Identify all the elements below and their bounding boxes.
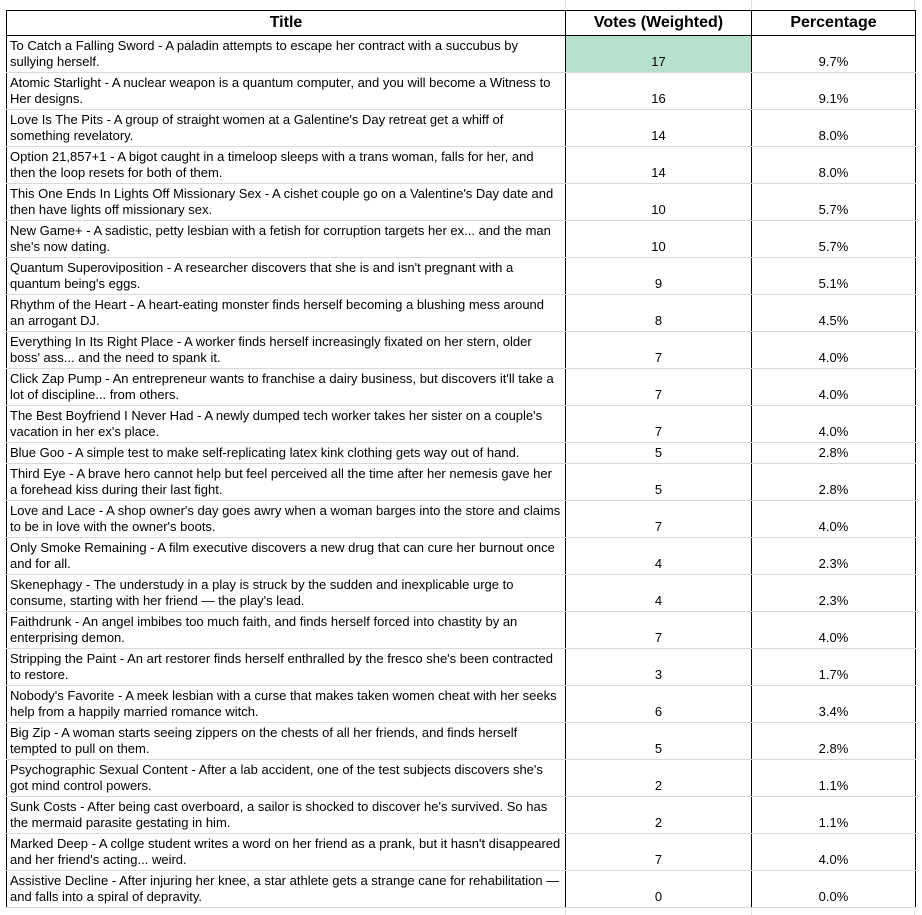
- table-row: [7, 760, 916, 797]
- results-table: [6, 10, 916, 908]
- votes-cell[interactable]: 3: [566, 649, 752, 686]
- percentage-cell[interactable]: 4.0%: [752, 406, 916, 443]
- title-cell[interactable]: Skenephagy - The understudy in a play is struck by the sudden and inexplicable urge to consume, starting with her friend — the play's lead.: [7, 575, 566, 612]
- percentage-cell[interactable]: 8.0%: [752, 147, 916, 184]
- percentage-cell[interactable]: 4.0%: [752, 501, 916, 538]
- title-cell[interactable]: Marked Deep - A collge student writes a word on her friend as a prank, but it hasn't disappeared and her friend's acting... weird.: [7, 834, 566, 871]
- votes-cell[interactable]: 2: [566, 760, 752, 797]
- table-row: [7, 834, 916, 871]
- table-row: [7, 649, 916, 686]
- percentage-cell[interactable]: 8.0%: [752, 110, 916, 147]
- title-cell[interactable]: Assistive Decline - After injuring her knee, a star athlete gets a strange cane for rehabilitation — and falls into a spiral of depravity.: [7, 871, 566, 908]
- percentage-cell[interactable]: 5.7%: [752, 184, 916, 221]
- title-cell[interactable]: Option 21,857+1 - A bigot caught in a timeloop sleeps with a trans woman, falls for her, and then the loop resets for both of them.: [7, 147, 566, 184]
- title-cell[interactable]: Faithdrunk - An angel imbibes too much faith, and finds herself forced into chastity by an enterprising demon.: [7, 612, 566, 649]
- title-cell[interactable]: Stripping the Paint - An art restorer finds herself enthralled by the fresco she's been contracted to restore.: [7, 649, 566, 686]
- votes-cell[interactable]: 5: [566, 443, 752, 464]
- table-row: [7, 221, 916, 258]
- percentage-cell[interactable]: 0.0%: [752, 871, 916, 908]
- votes-cell[interactable]: 14: [566, 110, 752, 147]
- table-row: [7, 575, 916, 612]
- votes-cell[interactable]: 7: [566, 369, 752, 406]
- title-cell[interactable]: Rhythm of the Heart - A heart-eating monster finds herself becoming a blushing mess around an arrogant DJ.: [7, 295, 566, 332]
- votes-cell[interactable]: 7: [566, 501, 752, 538]
- table-row: [7, 258, 916, 295]
- title-cell[interactable]: Love and Lace - A shop owner's day goes awry when a woman barges into the store and claims to be in love with the owner's boots.: [7, 501, 566, 538]
- percentage-cell[interactable]: 4.0%: [752, 834, 916, 871]
- table-row: [7, 295, 916, 332]
- table-row: [7, 871, 916, 908]
- title-cell[interactable]: Third Eye - A brave hero cannot help but feel perceived all the time after her nemesis gave her a forehead kiss during their last fight.: [7, 464, 566, 501]
- percentage-cell[interactable]: 2.8%: [752, 723, 916, 760]
- table-row: [7, 612, 916, 649]
- percentage-cell[interactable]: 2.8%: [752, 443, 916, 464]
- table-row: [7, 406, 916, 443]
- header-votes[interactable]: Votes (Weighted): [566, 11, 752, 36]
- title-cell[interactable]: Blue Goo - A simple test to make self-replicating latex kink clothing gets way out of hand.: [7, 443, 566, 464]
- votes-cell[interactable]: 8: [566, 295, 752, 332]
- percentage-cell[interactable]: 2.3%: [752, 575, 916, 612]
- title-cell[interactable]: The Best Boyfriend I Never Had - A newly dumped tech worker takes her sister on a couple's vacation in her ex's place.: [7, 406, 566, 443]
- votes-cell[interactable]: 4: [566, 538, 752, 575]
- percentage-cell[interactable]: 9.7%: [752, 36, 916, 73]
- votes-cell[interactable]: 14: [566, 147, 752, 184]
- votes-cell[interactable]: 10: [566, 221, 752, 258]
- percentage-cell[interactable]: 2.8%: [752, 464, 916, 501]
- table-row: [7, 501, 916, 538]
- table-row: [7, 332, 916, 369]
- title-cell[interactable]: Big Zip - A woman starts seeing zippers on the chests of all her friends, and finds herself tempted to pull on them.: [7, 723, 566, 760]
- table-row: [7, 147, 916, 184]
- table-row: [7, 723, 916, 760]
- title-cell[interactable]: Atomic Starlight - A nuclear weapon is a quantum computer, and you will become a Witness to Her designs.: [7, 73, 566, 110]
- title-cell[interactable]: Sunk Costs - After being cast overboard, a sailor is shocked to discover he's survived. So has the mermaid parasite gestating in him.: [7, 797, 566, 834]
- percentage-cell[interactable]: 1.7%: [752, 649, 916, 686]
- votes-cell[interactable]: 5: [566, 464, 752, 501]
- title-cell[interactable]: Everything In Its Right Place - A worker finds herself increasingly fixated on her stern, older boss' ass... and the need to spank it.: [7, 332, 566, 369]
- votes-cell[interactable]: 6: [566, 686, 752, 723]
- percentage-cell[interactable]: 5.1%: [752, 258, 916, 295]
- table-row: [7, 184, 916, 221]
- title-cell[interactable]: Only Smoke Remaining - A film executive discovers a new drug that can cure her burnout once and for all.: [7, 538, 566, 575]
- votes-cell[interactable]: 17: [566, 36, 752, 73]
- header-title[interactable]: Title: [7, 11, 566, 36]
- percentage-cell[interactable]: 4.0%: [752, 612, 916, 649]
- votes-cell[interactable]: 2: [566, 797, 752, 834]
- table-row: [7, 464, 916, 501]
- votes-cell[interactable]: 7: [566, 834, 752, 871]
- table-row: [7, 110, 916, 147]
- table-row: [7, 73, 916, 110]
- table-row: [7, 538, 916, 575]
- votes-cell[interactable]: 16: [566, 73, 752, 110]
- percentage-cell[interactable]: 1.1%: [752, 797, 916, 834]
- percentage-cell[interactable]: 4.5%: [752, 295, 916, 332]
- votes-cell[interactable]: 4: [566, 575, 752, 612]
- table-row: [7, 797, 916, 834]
- header-percentage[interactable]: Percentage: [752, 11, 916, 36]
- votes-cell[interactable]: 9: [566, 258, 752, 295]
- percentage-cell[interactable]: 4.0%: [752, 369, 916, 406]
- table-row: [7, 369, 916, 406]
- title-cell[interactable]: Psychographic Sexual Content - After a lab accident, one of the test subjects discovers she's got mind control powers.: [7, 760, 566, 797]
- header-row: [7, 11, 916, 36]
- percentage-cell[interactable]: 9.1%: [752, 73, 916, 110]
- percentage-cell[interactable]: 4.0%: [752, 332, 916, 369]
- votes-cell[interactable]: 7: [566, 612, 752, 649]
- percentage-cell[interactable]: 3.4%: [752, 686, 916, 723]
- title-cell[interactable]: To Catch a Falling Sword - A paladin attempts to escape her contract with a succubus by sullying herself.: [7, 36, 566, 73]
- votes-cell[interactable]: 7: [566, 406, 752, 443]
- title-cell[interactable]: Love Is The Pits - A group of straight women at a Galentine's Day retreat get a whiff of something revelatory.: [7, 110, 566, 147]
- table-row: [7, 443, 916, 464]
- title-cell[interactable]: Click Zap Pump - An entrepreneur wants to franchise a dairy business, but discovers it'll take a lot of discipline... from others.: [7, 369, 566, 406]
- votes-cell[interactable]: 0: [566, 871, 752, 908]
- title-cell[interactable]: Nobody's Favorite - A meek lesbian with a curse that makes taken women cheat with her seeks help from a happily married romance witch.: [7, 686, 566, 723]
- table-row: [7, 686, 916, 723]
- percentage-cell[interactable]: 1.1%: [752, 760, 916, 797]
- title-cell[interactable]: New Game+ - A sadistic, petty lesbian with a fetish for corruption targets her ex... and the man she's now dating.: [7, 221, 566, 258]
- title-cell[interactable]: This One Ends In Lights Off Missionary Sex - A cishet couple go on a Valentine's Day date and then have lights off missionary sex.: [7, 184, 566, 221]
- votes-cell[interactable]: 5: [566, 723, 752, 760]
- title-cell[interactable]: Quantum Superoviposition - A researcher discovers that she is and isn't pregnant with a quantum being's eggs.: [7, 258, 566, 295]
- votes-cell[interactable]: 10: [566, 184, 752, 221]
- percentage-cell[interactable]: 5.7%: [752, 221, 916, 258]
- percentage-cell[interactable]: 2.3%: [752, 538, 916, 575]
- table-row: [7, 36, 916, 73]
- votes-cell[interactable]: 7: [566, 332, 752, 369]
